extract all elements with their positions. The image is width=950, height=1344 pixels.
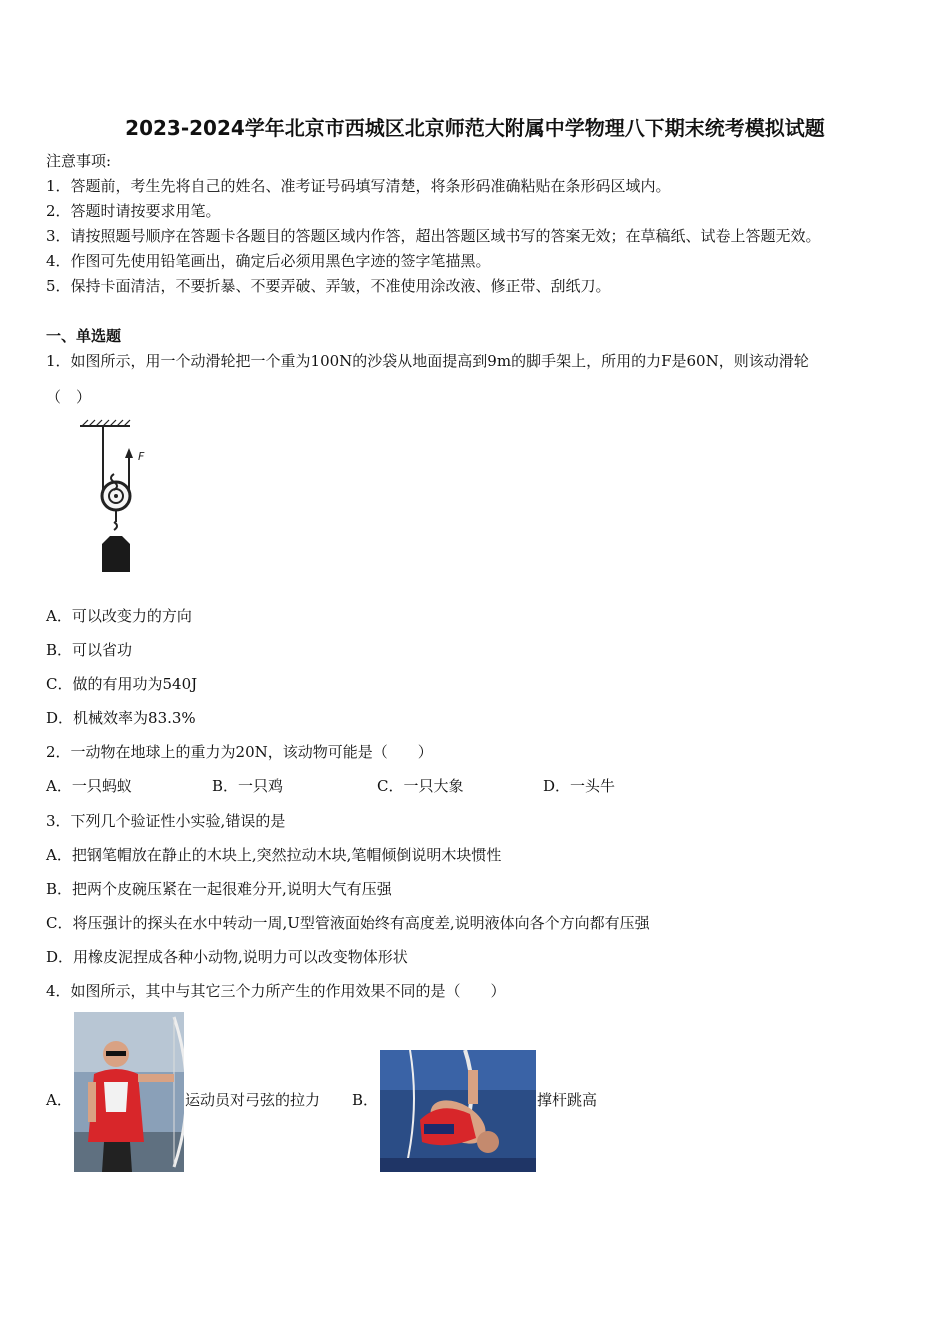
q2-option-c: C．一只大象: [377, 777, 464, 795]
q1-option-c: C．做的有用功为540J: [46, 675, 198, 693]
q3-option-b: B．把两个皮碗压紧在一起很难分开,说明大气有压强: [46, 880, 392, 898]
q3-option-c: C．将压强计的探头在水中转动一周,U型管液面始终有高度差,说明液体向各个方向都有压强: [46, 914, 650, 932]
q3-option-d: D．用橡皮泥捏成各种小动物,说明力可以改变物体形状: [46, 948, 408, 966]
q4-option-b-caption: 撑杆跳高: [537, 1091, 598, 1109]
q1-option-a: A．可以改变力的方向: [46, 607, 192, 625]
q4-option-a-letter: A．: [46, 1091, 72, 1109]
q1-bracket: （ ）: [46, 388, 92, 406]
section-heading: 一、单选题: [46, 327, 122, 345]
q4-option-a-caption: 运动员对弓弦的拉力: [185, 1091, 321, 1109]
notice-item: 3．请按照题号顺序在答题卡各题目的答题区域内作答，超出答题区域书写的答案无效；在草稿纸、试卷上答题无效。: [46, 227, 821, 245]
q4-stem: 4．如图所示，其中与其它三个力所产生的作用效果不同的是（ ）: [46, 982, 506, 1000]
q3-option-a: A．把钢笔帽放在静止的木块上,突然拉动木块,笔帽倾倒说明木块惯性: [46, 846, 502, 864]
q1-option-d: D．机械效率为83.3%: [46, 709, 196, 727]
archer-photo: [74, 1012, 184, 1172]
q1-option-b: B．可以省功: [46, 641, 133, 659]
notice-item: 5．保持卡面清洁，不要折暴、不要弄破、弄皱，不准使用涂改液、修正带、刮纸刀。: [46, 277, 611, 295]
notice-item: 1．答题前，考生先将自己的姓名、准考证号码填写清楚，将条形码准确粘贴在条形码区域内。: [46, 177, 671, 195]
q2-option-d: D．一头牛: [543, 777, 616, 795]
q4-option-b-letter: B．: [352, 1091, 379, 1109]
q1-stem: 1．如图所示，用一个动滑轮把一个重为100N的沙袋从地面提高到9m的脚手架上，所用的力F是60N，则该动滑轮: [46, 352, 809, 370]
notice-item: 2．答题时请按要求用笔。: [46, 202, 221, 220]
q2-option-a: A．一只蚂蚁: [46, 777, 132, 795]
q2-stem: 2．一动物在地球上的重力为20N，该动物可能是（ ）: [46, 743, 433, 761]
page-title: 2023-2024学年北京市西城区北京师范大附属中学物理八下期末统考模拟试题: [125, 116, 825, 140]
q3-stem: 3．下列几个验证性小实验,错误的是: [46, 812, 286, 830]
force-label: F: [138, 450, 145, 463]
pole-vault-photo: [380, 1050, 536, 1172]
pulley-diagram: [72, 418, 162, 578]
notice-heading: 注意事项:: [46, 152, 112, 170]
q2-option-b: B．一只鸡: [212, 777, 284, 795]
notice-item: 4．作图可先使用铅笔画出，确定后必须用黑色字迹的签字笔描黑。: [46, 252, 491, 270]
